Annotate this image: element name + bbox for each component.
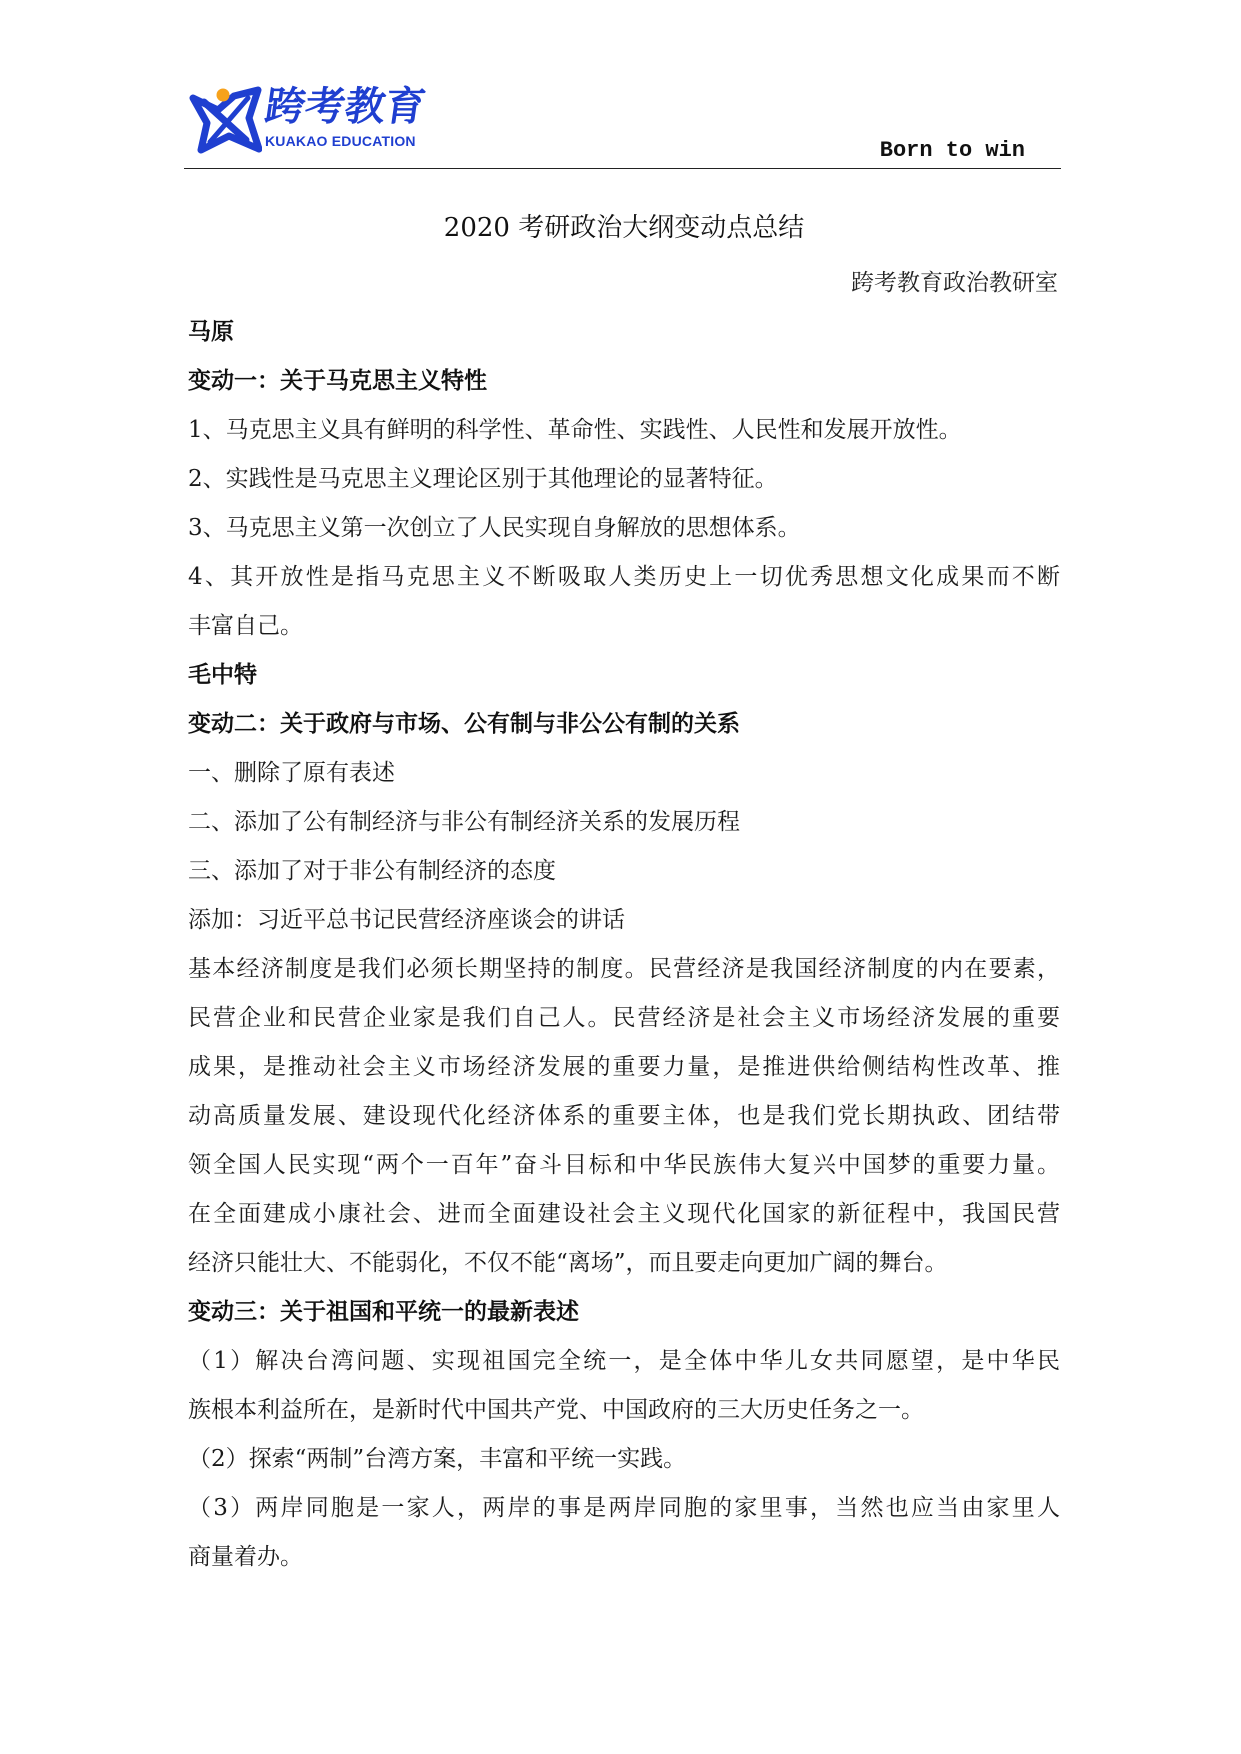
body-line: 4、其开放性是指马克思主义不断吸取人类历史上一切优秀思想文化成果而不断 bbox=[188, 564, 1060, 590]
logo-text-en: KUAKAO EDUCATION bbox=[265, 133, 416, 149]
change-heading: 变动二：关于政府与市场、公有制与非公公有制的关系 bbox=[188, 711, 740, 737]
body-line: 经济只能壮大、不能弱化，不仅不能“离场”，而且要走向更加广阔的舞台。 bbox=[188, 1250, 948, 1276]
section-heading: 马原 bbox=[188, 319, 234, 345]
body-line: 基本经济制度是我们必须长期坚持的制度。民营经济是我国经济制度的内在要素， bbox=[188, 956, 1060, 982]
logo-text-cn: 跨考教育 bbox=[262, 84, 429, 130]
header-divider bbox=[184, 168, 1061, 169]
body-line: 在全面建成小康社会、进而全面建设社会主义现代化国家的新征程中，我国民营 bbox=[188, 1201, 1060, 1227]
body-line: 1、马克思主义具有鲜明的科学性、革命性、实践性、人民性和发展开放性。 bbox=[188, 417, 962, 443]
body-line: 动高质量发展、建设现代化经济体系的重要主体，也是我们党长期执政、团结带 bbox=[188, 1103, 1060, 1129]
kuakao-logo-icon bbox=[188, 86, 262, 154]
body-line: 民营企业和民营企业家是我们自己人。民营经济是社会主义市场经济发展的重要 bbox=[188, 1005, 1060, 1031]
body-line: 成果，是推动社会主义市场经济发展的重要力量，是推进供给侧结构性改革、推 bbox=[188, 1054, 1060, 1080]
body-line: （3）两岸同胞是一家人，两岸的事是两岸同胞的家里事，当然也应当由家里人 bbox=[188, 1495, 1060, 1521]
page-title: 2020 考研政治大纲变动点总结 bbox=[443, 213, 805, 243]
body-line: 添加：习近平总书记民营经济座谈会的讲话 bbox=[188, 907, 625, 933]
body-line: 商量着办。 bbox=[188, 1544, 303, 1570]
header-slogan: Born to win bbox=[879, 138, 1025, 163]
body-line: 2、实践性是马克思主义理论区别于其他理论的显著特征。 bbox=[188, 466, 778, 492]
change-heading: 变动三：关于祖国和平统一的最新表述 bbox=[188, 1299, 579, 1325]
body-line: （2）探索“两制”台湾方案，丰富和平统一实践。 bbox=[188, 1446, 687, 1472]
body-line: 族根本利益所在，是新时代中国共产党、中国政府的三大历史任务之一。 bbox=[188, 1397, 924, 1423]
document-author: 跨考教育政治教研室 bbox=[851, 270, 1058, 296]
section-heading: 毛中特 bbox=[188, 662, 257, 688]
body-line: （1）解决台湾问题、实现祖国完全统一，是全体中华儿女共同愿望，是中华民 bbox=[188, 1348, 1060, 1374]
change-heading: 变动一：关于马克思主义特性 bbox=[188, 368, 487, 394]
body-line: 丰富自己。 bbox=[188, 613, 303, 639]
body-line: 3、马克思主义第一次创立了人民实现自身解放的思想体系。 bbox=[188, 515, 801, 541]
document-body bbox=[188, 308, 1060, 1582]
body-line: 二、添加了公有制经济与非公有制经济关系的发展历程 bbox=[188, 809, 740, 835]
body-line: 领全国人民实现“两个一百年”奋斗目标和中华民族伟大复兴中国梦的重要力量。 bbox=[188, 1152, 1060, 1178]
body-line: 一、删除了原有表述 bbox=[188, 760, 395, 786]
body-line: 三、添加了对于非公有制经济的态度 bbox=[188, 858, 556, 884]
